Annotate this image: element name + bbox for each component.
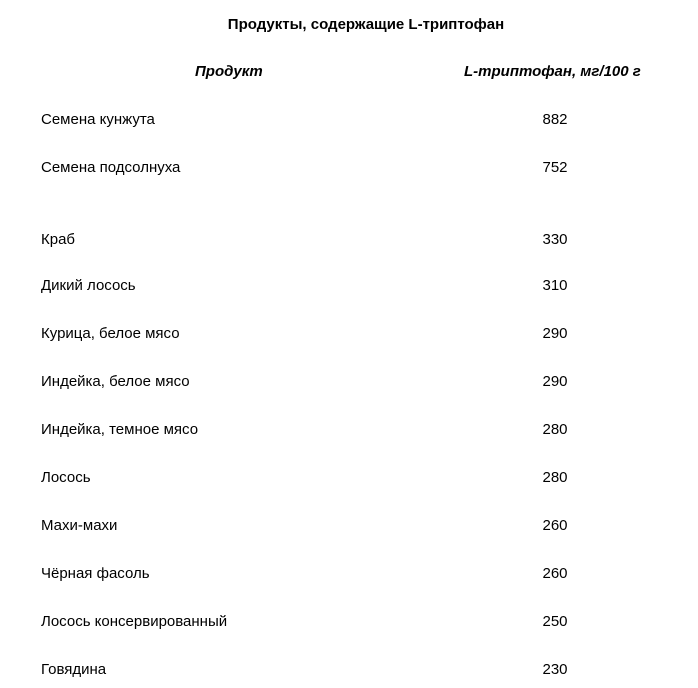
table-row	[0, 229, 698, 251]
product-name: Лосось	[41, 469, 91, 486]
product-name: Индейка, темное мясо	[41, 421, 199, 438]
table-row	[0, 275, 698, 297]
product-name: Махи-махи	[41, 517, 118, 534]
tryptophan-value: 882	[542, 111, 568, 128]
product-name: Семена подсолнуха	[41, 159, 181, 176]
product-name: Индейка, белое мясо	[41, 373, 190, 390]
product-name: Чёрная фасоль	[41, 565, 150, 582]
tryptophan-value: 330	[542, 231, 568, 248]
table-row	[0, 515, 698, 537]
tryptophan-value: 290	[542, 373, 568, 390]
product-name: Говядина	[41, 661, 107, 678]
tryptophan-value: 260	[542, 565, 568, 582]
tryptophan-value: 230	[542, 661, 568, 678]
table-row	[0, 323, 698, 345]
table-row	[0, 419, 698, 441]
table-row	[0, 467, 698, 489]
tryptophan-value: 280	[542, 469, 568, 486]
tryptophan-value: 250	[542, 613, 568, 630]
table-row	[0, 157, 698, 179]
document-title: Продукты, содержащие L-триптофан	[227, 16, 505, 33]
column-header-tryptophan: L-триптофан, мг/100 г	[464, 63, 641, 80]
table-row	[0, 109, 698, 131]
column-header-product: Продукт	[195, 63, 263, 80]
product-name: Краб	[41, 231, 76, 248]
product-name: Курица, белое мясо	[41, 325, 180, 342]
product-name: Лосось консервированный	[41, 613, 228, 630]
tryptophan-value: 290	[542, 325, 568, 342]
table-row	[0, 563, 698, 585]
table-row	[0, 659, 698, 681]
table-row	[0, 371, 698, 393]
table-row	[0, 611, 698, 633]
tryptophan-value: 260	[542, 517, 568, 534]
product-name: Семена кунжута	[41, 111, 155, 128]
tryptophan-value: 310	[542, 277, 568, 294]
product-name: Дикий лосось	[41, 277, 136, 294]
tryptophan-value: 280	[542, 421, 568, 438]
tryptophan-value: 752	[542, 159, 568, 176]
